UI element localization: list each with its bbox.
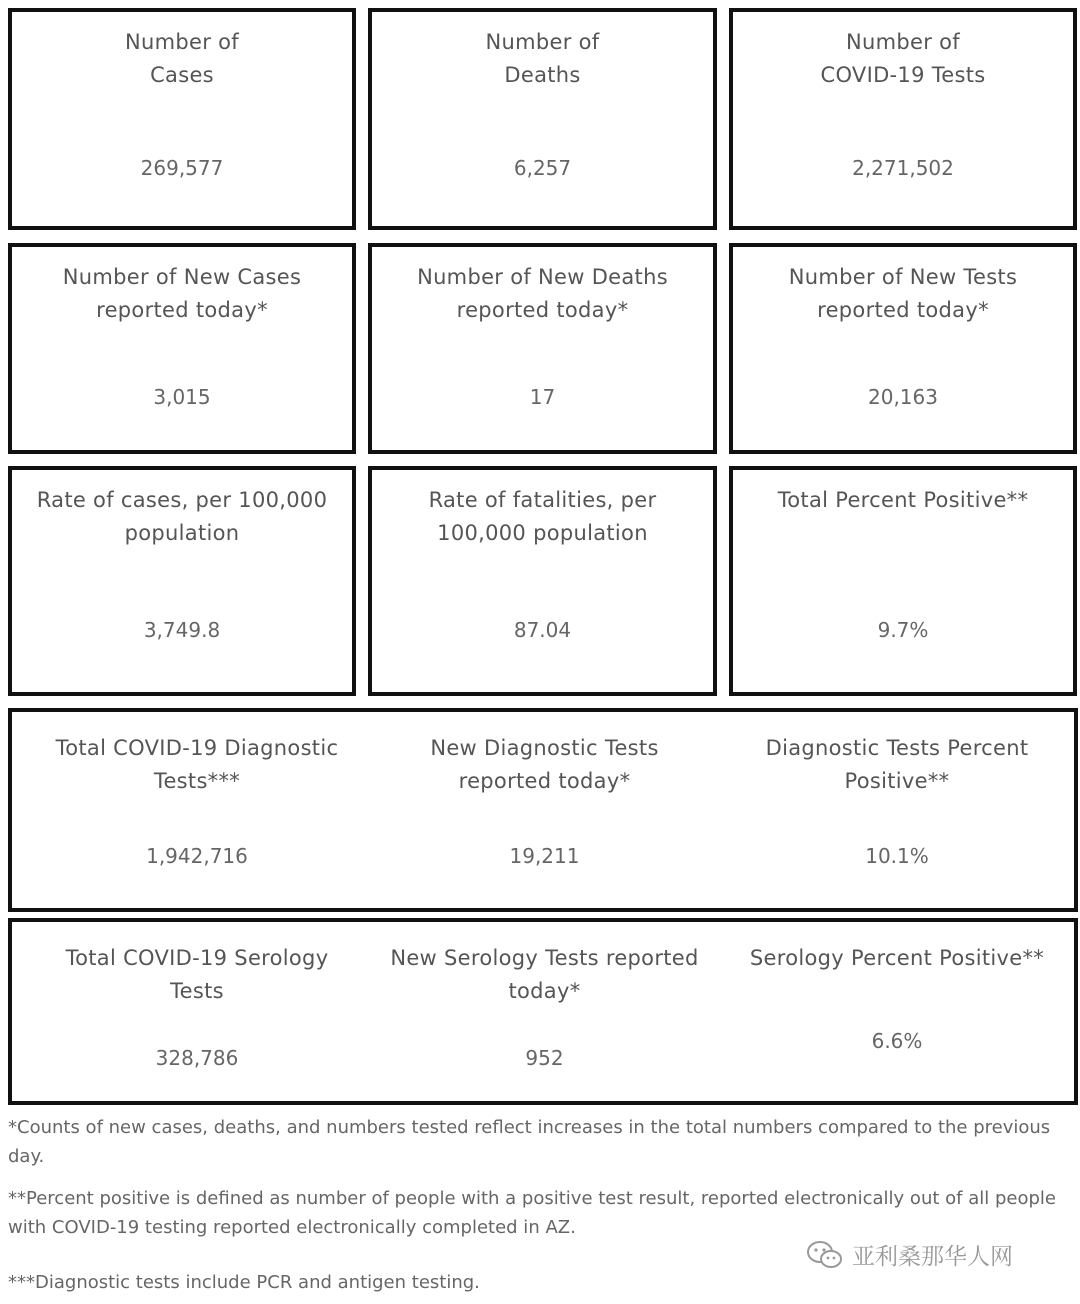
footnote-diagnostic-tests: ***Diagnostic tests include PCR and antigen testing. (8, 1272, 480, 1293)
diagnostic-positive-cell (722, 712, 1072, 908)
diagnostic-new-cell (372, 712, 717, 908)
stat-value: 9.7% (877, 618, 929, 642)
stat-value: 328,786 (155, 1046, 239, 1070)
watermark-text: 亚利桑那华人网 (852, 1244, 1013, 1270)
stat-label: Diagnostic Tests Percent Positive** (765, 736, 1029, 793)
stat-box-deaths (368, 8, 717, 230)
footnote-new-counts: *Counts of new cases, deaths, and numbers tested reflect increases in the total numbers compared to the previous day. (8, 1117, 1051, 1167)
diagnostic-total-cell (22, 712, 372, 908)
stat-box-percent-positive (729, 466, 1077, 696)
stat-box-new-cases (8, 243, 356, 454)
stat-label: Number of New Deaths reported today* (417, 265, 668, 322)
stat-label: Number of Cases (125, 30, 239, 87)
stat-value: 2,271,502 (852, 156, 954, 180)
stat-label: Number of New Tests reported today* (788, 265, 1018, 322)
stat-box-new-deaths (368, 243, 717, 454)
diagnostic-panel (8, 708, 1078, 912)
serology-total-cell (22, 922, 372, 1101)
stat-label: Number of COVID-19 Tests (820, 30, 986, 87)
stat-label: Total COVID-19 Diagnostic Tests*** (55, 736, 339, 793)
stat-label: Total Percent Positive** (777, 488, 1029, 512)
stat-value: 10.1% (865, 844, 929, 868)
stat-value: 3,749.8 (143, 618, 221, 642)
serology-panel (8, 918, 1078, 1105)
wechat-icon (806, 1240, 844, 1270)
watermark (806, 1238, 1013, 1271)
stat-value: 19,211 (509, 844, 580, 868)
serology-positive-cell (722, 922, 1072, 1101)
stat-label: Total COVID-19 Serology Tests (65, 946, 329, 1003)
stat-value: 6.6% (871, 1029, 923, 1053)
stat-box-new-tests (729, 243, 1077, 454)
serology-new-cell (372, 922, 717, 1101)
stat-label: Rate of cases, per 100,000 population (36, 488, 328, 545)
stat-value: 1,942,716 (146, 844, 248, 868)
stat-value: 269,577 (140, 156, 224, 180)
stat-label: Number of Deaths (485, 30, 600, 87)
stat-label: Number of New Cases reported today* (62, 265, 302, 322)
stat-value: 6,257 (513, 156, 572, 180)
stat-value: 17 (529, 385, 556, 409)
stat-box-cases (8, 8, 356, 230)
stat-label: New Diagnostic Tests reported today* (430, 736, 659, 793)
stat-box-case-rate (8, 466, 356, 696)
stat-value: 952 (525, 1046, 564, 1070)
stat-box-fatality-rate (368, 466, 717, 696)
stat-label: Rate of fatalities, per 100,000 population (428, 488, 657, 545)
footnote-percent-positive: **Percent positive is defined as number of people with a positive test result, reported electronically out of all people with COVID-19 testing reported electronically completed in AZ. (8, 1188, 1056, 1238)
stat-box-tests (729, 8, 1077, 230)
stat-label: Serology Percent Positive** (749, 946, 1045, 970)
stat-label: New Serology Tests reported today* (390, 946, 699, 1003)
stat-value: 3,015 (153, 385, 211, 409)
stat-value: 87.04 (513, 618, 572, 642)
stat-value: 20,163 (868, 385, 938, 409)
